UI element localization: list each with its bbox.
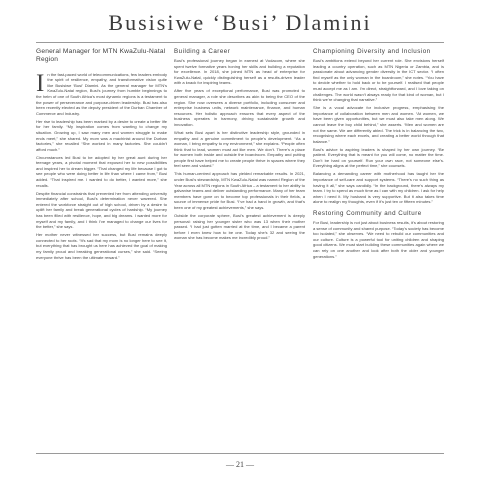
paragraph: This human-centred approach has yielded remarkable results. In 2021, under Busi’s stewardship, MTN KwaZulu-Natal was named Region of the Year across all MTN regions in South Africa – a testament to her ability to galvanise teams and deliver outstanding performance. Many of her team members have gone on to become top professionals in their fields, a source of immense pride for Busi. “I’ve had a hand in growth, and that’s been one of my greatest achievements,” she says. xyxy=(174,171,305,211)
drop-cap: I xyxy=(36,69,45,97)
column-1 xyxy=(36,48,167,452)
section-heading-diversity: Championing Diversity and Inclusion xyxy=(313,48,431,55)
intro-text: n the fast-paced world of telecommunications, few leaders embody the spirit of resilience, empathy, and transformative vision quite like Busisiwe ‘Busi’ Dlamini. As the general manager for MTN’s KwaZulu-Natal region, Busi’s journey from humble beginnings to the helm of one of South Africa’s most dynamic regions is a testament to the power of perseverance and purpose-driven leadership. Busi has also been recently elected as the deputy president of the Durban Chamber of Commerce and Industry. xyxy=(36,71,167,116)
top-divider xyxy=(36,42,444,43)
column-3 xyxy=(313,48,444,452)
paragraph: After five years of exceptional performance, Busi was promoted to general manager, a role she describes as akin to being the CEO of the region. She now oversees a diverse portfolio, including consumer and enterprise business units, network maintenance, finance, and human resources. Her holistic approach ensures that every aspect of the business operates in harmony, driving sustainable growth and innovation. xyxy=(174,88,305,127)
paragraph: Balancing a demanding career with motherhood has taught her the importance of self-care and support systems. “There’s no such thing as having it all,” she says candidly. “In the background, there’s always my team. I try to spend as much time as I can with my children. I ask for help when I need it. My husband is very supportive. But it also takes time alone to realign my thoughts, even if it’s just ten or fifteen minutes.” xyxy=(313,171,444,205)
paragraph: Busi’s advice to aspiring leaders is shaped by her own journey. “Be patient. Everything that is meant for you will come, no matter the time. Don’t be hard on yourself. Run your own race, not someone else’s. Everything aligns at the perfect time,” she counsels. xyxy=(313,146,444,169)
paragraph: Busi’s professional journey began in earnest at Vodacom, where she spent twelve formative years honing her skills and building a reputation for excellence. In 2018, she joined MTN as head of enterprise for KwaZulu-Natal, quickly distinguishing herself as a results-driven leader with a knack for inspiring teams. xyxy=(174,58,305,86)
paragraph: Her rise to leadership has been marked by a desire to create a better life for her family. “My inspiration comes from wanting to change my situation. Growing up, I saw many men and women struggle to make ends meet,” she shared. My mom was a machinist around the Durban factories,” she recalled “She worked in many factories. She couldn’t afford much.” xyxy=(36,118,167,152)
paragraph: Her mother never witnessed her success, but Busi remains deeply connected to her roots. “It’s sad that my mom is no longer here to see it, but everything that has brought us here has achieved the goal of making my family proud and breaking generational curses,” she said. “Seeing everyone thrive has been the ultimate reward.” xyxy=(36,232,167,260)
paragraph: Busi’s ambitions extend beyond her current role. She envisions herself leading a country operation, such as MTN Nigeria or Zambia, and is passionate about advancing gender diversity in the ICT sector. “I often find myself as the only woman in the boardroom,” she notes. “You have to decide whether to hold back or to be yourself. I realised that people must accept me as I am. I’m direct, straightforward, and I love taking on challenges. The world wasn’t always ready for that kind of woman, but I think we’re changing that narrative.” xyxy=(313,58,444,103)
role-heading: General Manager for MTN KwaZulu-Natal Region xyxy=(36,48,166,63)
column-2 xyxy=(174,48,305,452)
section-heading-community: Restoring Community and Culture xyxy=(313,210,422,218)
page-title: Busisiwe ‘Busi’ Dlamini xyxy=(108,10,372,35)
paragraph: She is a vocal advocate for inclusive progress, emphasising the importance of collaboration between men and women. “At women, we have been given opportunities, but we must also take men along. We cannot leave the boy child behind,” she asserts. “Men and women are not the same. We are differently abled. The trick is in balancing the two, recognising where each excels, and creating a better world through that balance.” xyxy=(313,105,444,144)
paragraph: Despite financial constraints that prevented her from attending university immediately after school, Busi’s determination never wavered. She entered the workforce straight out of high school, driven by a desire to uplift her family and break generational cycles of hardship. “My journey has been filled with resilience, hope, and big dreams. I wanted more for myself and my family, and I think I’ve managed to change our lives for the better,” she says. xyxy=(36,190,167,230)
section-heading-building-career: Building a Career xyxy=(174,48,231,55)
paragraph: Outside the corporate sphere, Busi’s greatest achievement is deeply personal: raising her younger sister who was 13 when their mother passed. “I had just gotten married at the time, and I became a parent before I even knew how to be one. Today she’s 32 and seeing the woman she has become makes me incredibly proud.” xyxy=(174,213,305,241)
paragraph: For Busi, leadership is not just about business results, it’s about restoring a sense of community and shared purpose. “Today’s society has become too isolated,” she observes. “We need to rebuild our communities and our culture. Culture is a powerful tool for uniting children and shaping good citizens. We must start building these communities again where we can rely on one another and look after both the older and younger generations.” xyxy=(313,220,444,259)
paragraph: Circumstances led Busi to be adopted by her great aunt during her teenage years, a pivotal moment that exposed her to new possibilities and inspired her to dream bigger. “That changed my life because I got to see people who were doing better in life than where I came from,” Busi added. “That inspired me. I wanted to do better, I wanted more,” she recalls. xyxy=(36,154,167,188)
bottom-divider xyxy=(36,453,444,454)
page-number: — 21 — xyxy=(226,460,254,469)
paragraph: What sets Busi apart is her distinctive leadership style, grounded in empathy and a genuine commitment to people’s development. “As a woman, I bring empathy to my environment,” she explains. “People often think that to lead, women must act like men. We don’t. There’s a place for women both inside and outside the boardroom. Empathy and putting people first have helped me to create people thrive in spaces where they feel seen and valued.” xyxy=(174,129,305,169)
intro-paragraph xyxy=(36,69,167,117)
